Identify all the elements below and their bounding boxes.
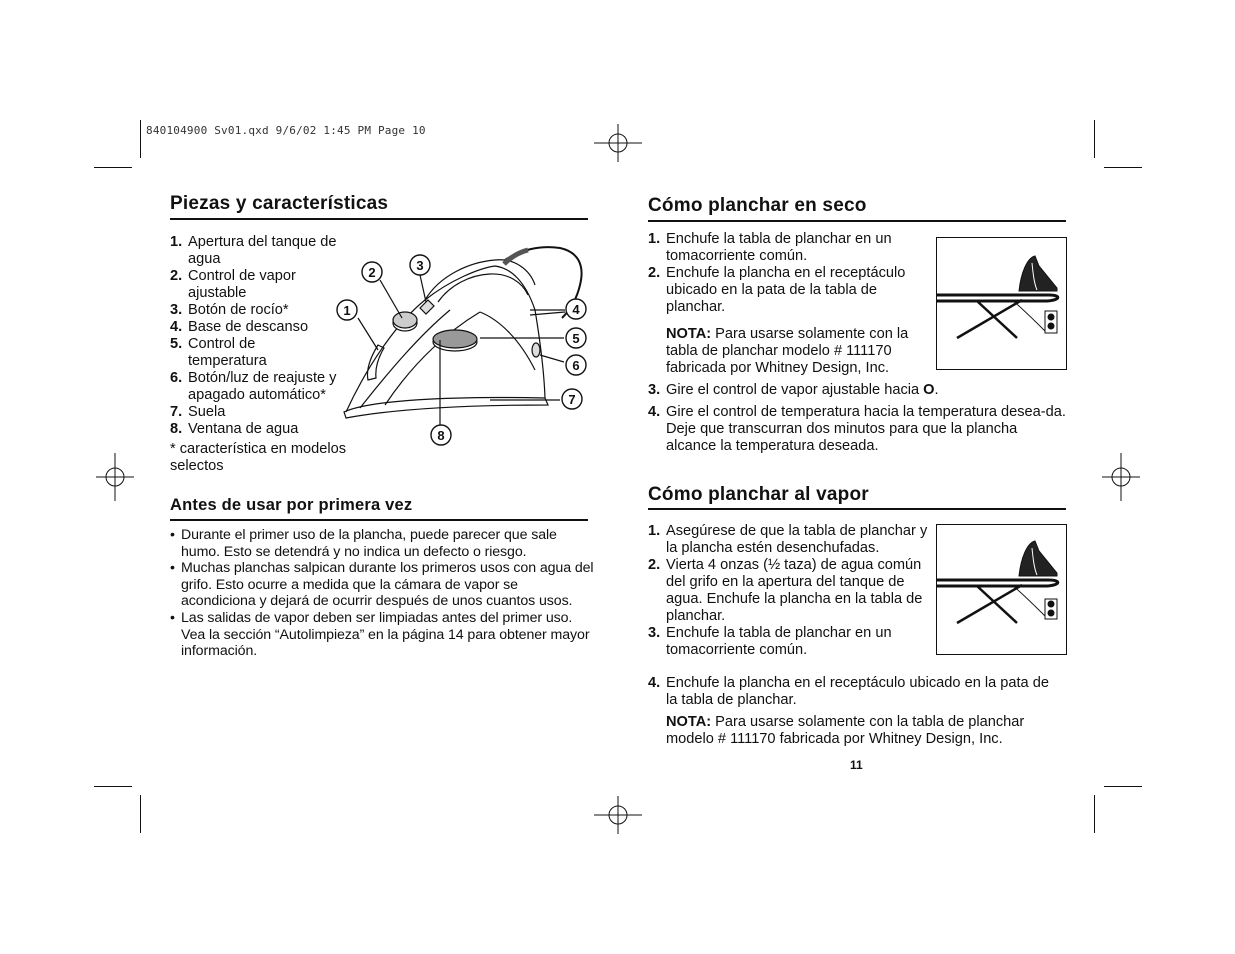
parts-title: Piezas y características: [170, 193, 389, 214]
parts-list: [170, 234, 350, 438]
steam-ironing-title: Cómo planchar al vapor: [648, 484, 869, 505]
steam-step-4: [648, 675, 1058, 709]
page-number: 11: [850, 758, 863, 772]
steam-note: NOTA: Para usarse solamente con la tabla de planchar modelo # 111170 fabricada por Whitney Design, Inc.: [666, 714, 1025, 747]
callout-8: 8: [437, 428, 445, 443]
callout-4: 4: [572, 302, 580, 317]
before-use-rule: [170, 519, 588, 521]
footnote: * característica en modelos selectos: [170, 441, 347, 474]
parts-item: 3. Botón de rocío*: [170, 302, 289, 318]
callout-7: 7: [568, 392, 576, 407]
parts-item: 8. Ventana de agua: [170, 421, 299, 437]
parts-item: 5. Control de temperatura: [170, 336, 267, 369]
dry-steps-list: [648, 231, 920, 316]
steam-title-rule: [648, 508, 1066, 510]
steam-ironing-figure: [936, 524, 1067, 655]
callout-2: 2: [368, 265, 376, 280]
before-use-list: [170, 527, 595, 660]
parts-item: 2. Control de vapor ajustable: [170, 268, 296, 301]
dry-title-rule: [648, 220, 1066, 222]
steam-step: 1. Asegúrese de que la tabla de planchar y la plancha estén desenchufadas.: [648, 523, 928, 556]
parts-title-rule: [170, 218, 588, 220]
parts-item: 1. Apertura del tanque de agua: [170, 234, 337, 267]
before-use-item: • Durante el primer uso de la plancha, puede parecer que sale humo. Esto se detendrá y no indica un defecto o riesgo.: [170, 527, 595, 560]
before-use-item: • Muchas planchas salpican durante los primeros usos con agua del grifo. Esto ocurre a medida que la cámara de vapor se acondiciona y dejará de ocurrir después de unos cuantos usos.: [170, 560, 595, 610]
before-use-title: Antes de usar por primera vez: [170, 496, 413, 514]
steam-steps-list: [648, 523, 930, 659]
steam-step: 3. Enchufe la tabla de planchar en un tomacorriente común.: [648, 625, 892, 658]
parts-item: 7. Suela: [170, 404, 226, 420]
callout-6: 6: [572, 358, 580, 373]
parts-item: 6. Botón/luz de reajuste y apagado automático*: [170, 370, 337, 403]
dry-step-3: 3. Gire el control de vapor ajustable hacia O.: [648, 382, 939, 398]
dry-step: 1. Enchufe la tabla de planchar en un tomacorriente común.: [648, 231, 892, 264]
slug-line: 840104900 Sv01.qxd 9/6/02 1:45 PM Page 10: [146, 124, 426, 137]
callout-3: 3: [416, 258, 424, 273]
dry-step-4: [648, 404, 1068, 455]
dry-ironing-figure: [936, 237, 1067, 370]
dry-step: 4. Gire el control de temperatura hacia la temperatura desea-da. Deje que transcurran dos minutos para que la plancha alcance la temperatura deseada.: [648, 404, 1066, 454]
steam-step: 4. Enchufe la plancha en el receptáculo ubicado en la pata de la tabla de planchar.: [648, 675, 1049, 708]
parts-item: 4. Base de descanso: [170, 319, 309, 335]
dry-note: NOTA: Para usarse solamente con la tabla de planchar modelo # 111170 fabricada por Whitney Design, Inc.: [666, 326, 909, 376]
steam-step: 2. Vierta 4 onzas (½ taza) de agua común del grifo en la apertura del tanque de agua. Enchufe la plancha en la tabla de planchar.: [648, 557, 923, 624]
callout-1: 1: [343, 303, 351, 318]
callout-5: 5: [572, 331, 580, 346]
iron-illustration: [330, 240, 600, 455]
dry-step: 2. Enchufe la plancha en el receptáculo ubicado en la pata de la tabla de planchar.: [648, 265, 906, 315]
before-use-item: • Las salidas de vapor deben ser limpiadas antes del primer uso. Vea la sección “Autolimpieza” en la página 14 para obtener mayor información.: [170, 610, 595, 660]
dry-ironing-title: Cómo planchar en seco: [648, 195, 867, 216]
